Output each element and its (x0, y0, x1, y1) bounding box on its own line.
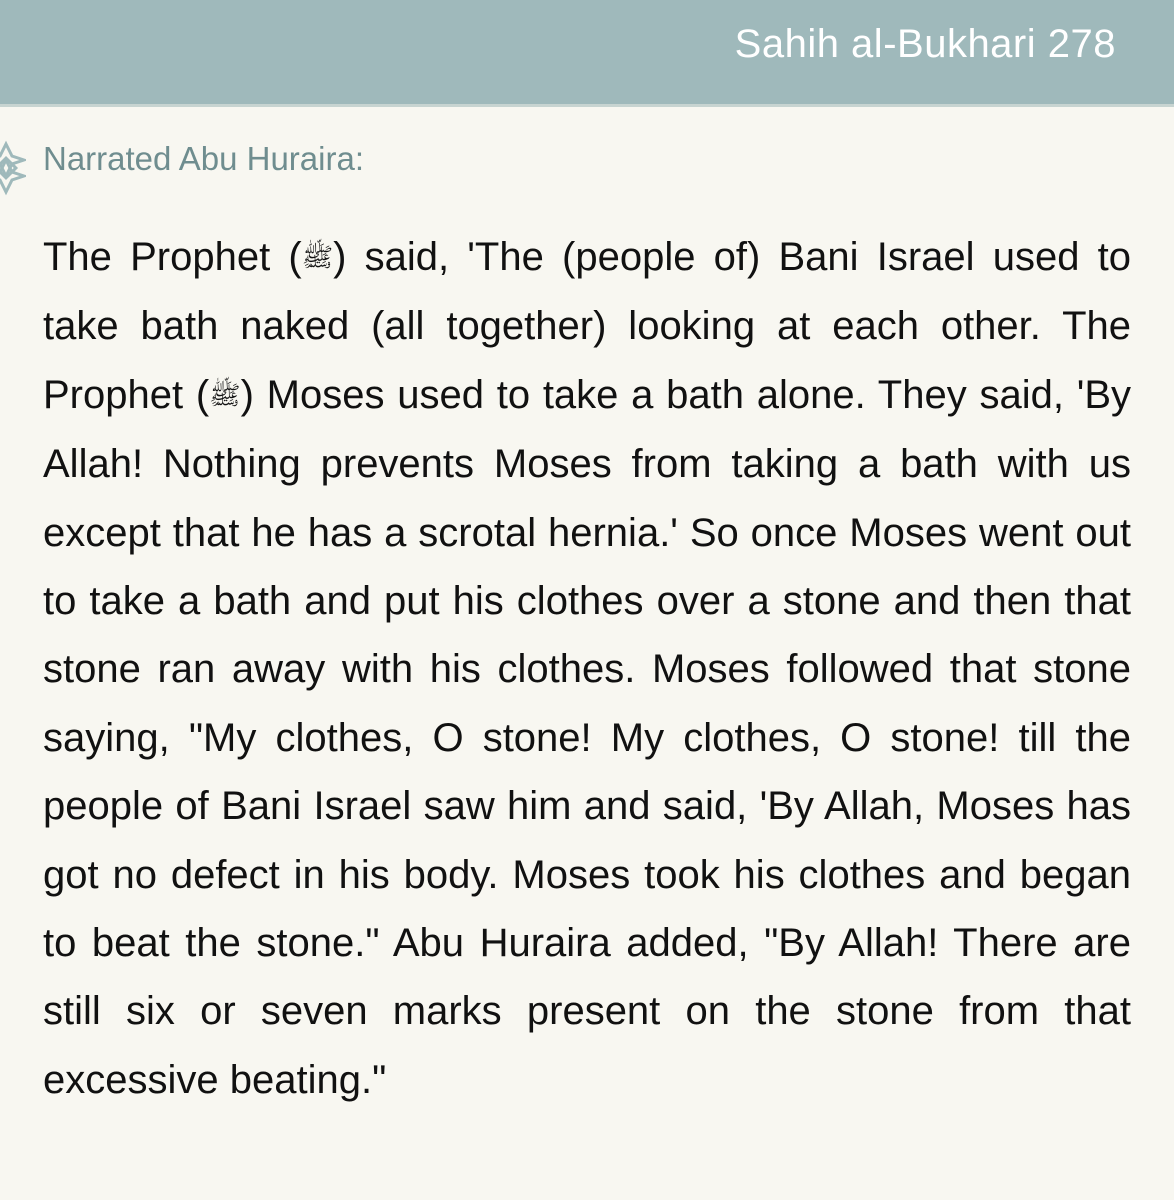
honorific-glyph: ﷺ (301, 243, 334, 273)
hadith-reference-title: Sahih al-Bukhari 278 (734, 22, 1116, 66)
hadith-text (43, 223, 1131, 1114)
hadith-text-part: ) said, 'The (people of) Bani Israel used to take bath naked (all together) looking at each other. The Prophet ( (43, 235, 1131, 417)
hadith-text-part: The Prophet ( (43, 235, 302, 279)
header-bar (0, 0, 1174, 107)
narrator-line: Narrated Abu Huraira: (43, 140, 364, 177)
geometric-star-ornament-icon (0, 140, 26, 196)
hadith-text-part: ) Moses used to take a bath alone. They said, 'By Allah! Nothing prevents Moses from taking a bath with us except that he has a scrotal hernia.' So once Moses went out to take a bath and put his clothes over a stone and then that stone ran away with his clothes. Moses followed that stone saying, "My clothes, O stone! My clothes, O stone! till the people of Bani Israel saw him and said, 'By Allah, Moses has got no defect in his body. Moses took his clothes and began to beat the stone." Abu Huraira added, "By Allah! There are still six or seven marks present on the stone from that excessive beating." (43, 372, 1132, 1102)
honorific-glyph: ﷺ (209, 380, 241, 411)
